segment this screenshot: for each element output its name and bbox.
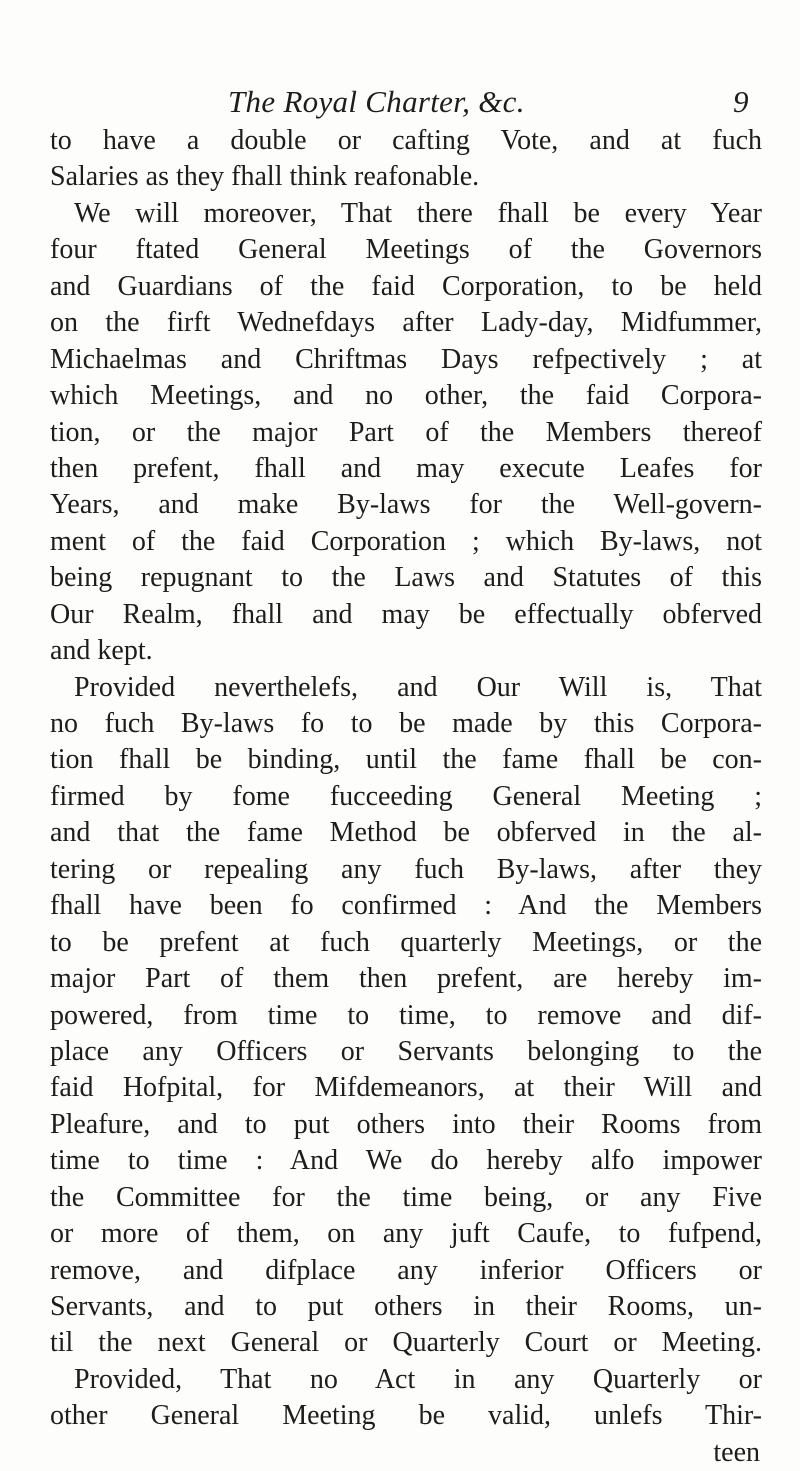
text-line-32: remove, and difplace any inferior Officers or	[50, 1254, 762, 1286]
text-line-17: no fuch By-laws fo to be made by this Corpora-	[50, 708, 762, 739]
text-line-13: being repugnant to the Laws and Statutes of this	[50, 562, 762, 594]
text-line-29: time to time : And We do hereby alfo impower	[50, 1145, 762, 1177]
text-line-8: which Meetings, and no other, the faid Corpora-	[50, 380, 762, 412]
text-line-35: Provided, That no Act in any Quarterly or	[74, 1363, 762, 1395]
text-line-16: Provided neverthelefs, and Our Will is, That	[74, 671, 762, 703]
running-head	[0, 84, 800, 124]
text-line-2: Salaries as they fhall think reafonable.	[50, 161, 480, 193]
text-line-10: then prefent, fhall and may execute Leafes for	[50, 452, 762, 484]
text-line-18: tion fhall be binding, until the fame fhall be con-	[50, 744, 762, 776]
text-line-20: and that the fame Method be obferved in the al-	[50, 817, 762, 849]
text-line-34: til the next General or Quarterly Court or Meeting.	[50, 1327, 762, 1359]
text-line-25: powered, from time to time, to remove and dif-	[50, 999, 762, 1031]
running-title: The Royal Charter, &c.	[228, 84, 525, 119]
text-line-1: to have a double or cafting Vote, and at fuch	[50, 125, 762, 156]
text-line-7: Michaelmas and Chriftmas Days refpectively ; at	[50, 343, 762, 375]
text-line-19: firmed by fome fucceeding General Meeting ;	[50, 780, 762, 812]
text-line-15: and kept.	[50, 635, 153, 667]
page-number: 9	[733, 84, 749, 119]
text-line-33: Servants, and to put others in their Rooms, un-	[50, 1291, 762, 1322]
body-text	[50, 123, 762, 1471]
text-line-12: ment of the faid Corporation ; which By-laws, not	[50, 525, 762, 557]
text-line-23: to be prefent at fuch quarterly Meetings, or the	[50, 926, 762, 958]
text-line-21: tering or repealing any fuch By-laws, after they	[50, 853, 762, 885]
text-line-4: four ftated General Meetings of the Governors	[50, 234, 762, 266]
text-line-22: fhall have been fo confirmed : And the Members	[50, 890, 762, 922]
text-line-36: other General Meeting be valid, unlefs Thir-	[50, 1400, 762, 1432]
text-line-27: faid Hofpital, for Mifdemeanors, at their Will and	[50, 1072, 762, 1104]
text-line-30: the Committee for the time being, or any Five	[50, 1181, 762, 1213]
text-line-26: place any Officers or Servants belonging to the	[50, 1035, 762, 1067]
text-line-28: Pleafure, and to put others into their Rooms from	[50, 1108, 762, 1140]
text-line-5: and Guardians of the faid Corporation, to be held	[50, 270, 762, 302]
catchword: teen	[713, 1436, 760, 1468]
text-line-14: Our Realm, fhall and may be effectually obferved	[50, 598, 762, 630]
text-line-9: tion, or the major Part of the Members thereof	[50, 416, 762, 448]
text-line-6: on the firft Wednefdays after Lady-day, Midfummer,	[50, 307, 762, 339]
text-line-31: or more of them, on any juft Caufe, to fufpend,	[50, 1218, 762, 1250]
text-line-24: major Part of them then prefent, are hereby im-	[50, 963, 762, 995]
text-line-3: We will moreover, That there fhall be every Year	[74, 197, 762, 229]
text-line-11: Years, and make By-laws for the Well-govern-	[50, 489, 762, 521]
